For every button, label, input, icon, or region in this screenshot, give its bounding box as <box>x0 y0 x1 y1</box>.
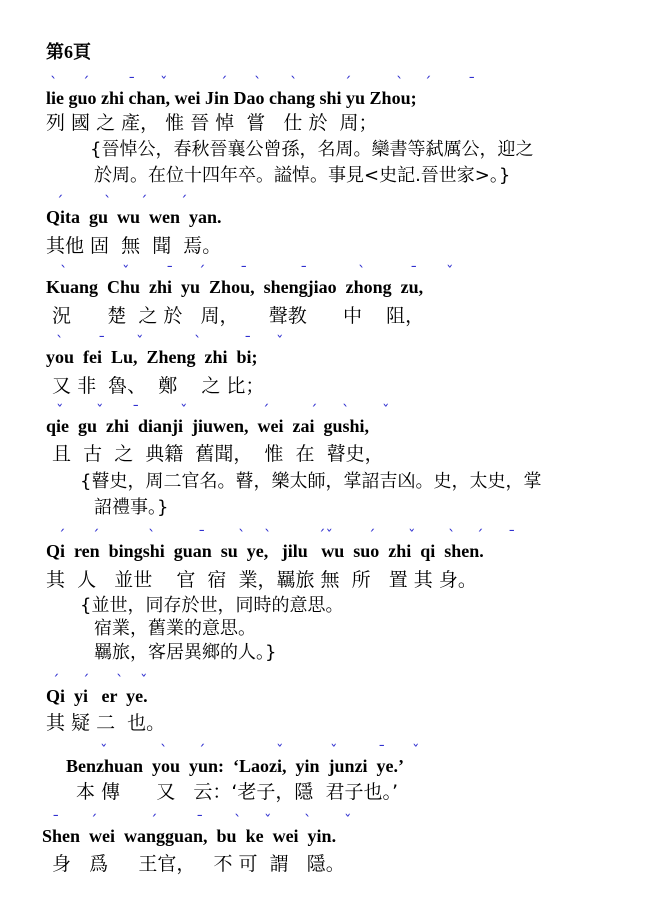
tone-mark: ˋ <box>104 193 112 211</box>
pinyin-line-2: Qita gu wu wen yan. <box>46 207 222 227</box>
pinyin-line-4: you fei Lu, Zheng zhi bi; <box>46 347 258 367</box>
tone-mark: ˉ <box>198 527 206 545</box>
tone-mark: ˇ <box>180 402 188 420</box>
tone-mark: ˋ <box>290 74 298 92</box>
tone-mark: ˉ <box>468 74 476 92</box>
tone-mark: ˉ <box>410 263 418 281</box>
note-line-1b: 於周。在位十四年卒。謚悼。事見<史記.晉世家>。} <box>94 165 511 186</box>
tone-mark: ˋ <box>254 74 262 92</box>
tone-mark: ˋ <box>358 263 366 281</box>
note-line-5a: {瞽史，周二官名。瞽，樂太師，掌詔吉凶。史，太史，掌 <box>80 471 542 492</box>
tone-mark: ˇ <box>412 742 420 760</box>
pinyin-line-8: Benzhuan you yun: ‘Laozi, yin junzi ye.’ <box>66 756 405 776</box>
tone-mark: ˋ <box>56 333 64 351</box>
tone-mark: ˊ <box>476 527 484 545</box>
hanzi-line-1: 列 國 之 產， 惟 晉 悼 嘗 仕 於 周； <box>46 112 378 134</box>
note-line-6c: 羈旅，客居異鄉的人。} <box>94 642 277 663</box>
tone-mark: ˉ <box>128 74 136 92</box>
tone-mark: ˊˇ <box>318 527 333 545</box>
tone-mark: ˊ <box>310 402 318 420</box>
tone-mark: ˇ <box>140 672 148 690</box>
tone-mark: ˊ <box>344 74 352 92</box>
tone-mark: ˉ <box>378 742 386 760</box>
hanzi-line-4: 又 非 魯、 鄭 之 比； <box>46 375 265 397</box>
hanzi-line-9: 身 爲 王官， 不 可 謂 隱。 <box>46 853 345 875</box>
tone-mark: ˊ <box>58 527 66 545</box>
tone-mark: ˋ <box>116 672 124 690</box>
pinyin-line-9: Shen wei wangguan, bu ke wei yin. <box>42 826 337 846</box>
tone-mark: ˋ <box>50 74 58 92</box>
hanzi-line-7: 其 疑 二 也。 <box>46 712 166 734</box>
tone-mark: ˇ <box>160 74 168 92</box>
tone-mark: ˋ <box>194 333 202 351</box>
tone-mark: ˇ <box>382 402 390 420</box>
tone-mark: ˉ <box>244 333 252 351</box>
tone-mark: ˋ <box>304 812 312 830</box>
tone-mark: ˇ <box>264 812 272 830</box>
tone-mark: ˋ <box>342 402 350 420</box>
tone-mark: ˊ <box>140 193 148 211</box>
tone-mark: ˇ <box>56 402 64 420</box>
pinyin-line-6: Qi ren bingshi guan su ye, jilu wu suo zhi qi shen. <box>46 541 484 561</box>
tone-mark: ˊ <box>52 672 60 690</box>
tone-mark: ˇ <box>96 402 104 420</box>
tone-mark: ˊ <box>424 74 432 92</box>
tone-mark: ˋ <box>234 812 242 830</box>
tone-mark: ˇ <box>136 333 144 351</box>
tone-mark: ˇ <box>276 742 284 760</box>
tone-mark: ˊ <box>220 74 228 92</box>
tone-mark: ˇ <box>344 812 352 830</box>
tone-mark: ˉ <box>166 263 174 281</box>
tone-mark: ˋ <box>160 742 168 760</box>
hanzi-line-5: 且 古 之 典籍 舊聞， 惟 在 瞽史， <box>46 443 384 465</box>
hanzi-line-6: 其 人 並世 官 宿 業，羈旅 無 所 置 其 身。 <box>46 569 477 591</box>
hanzi-line-2: 其他 固 無 聞 焉。 <box>46 235 222 257</box>
tone-mark: ˉ <box>52 812 60 830</box>
pinyin-line-7: Qi yi er ye. <box>46 686 148 706</box>
tone-mark: ˋ <box>396 74 404 92</box>
note-line-5b: 詔禮事。} <box>94 497 169 518</box>
note-line-6b: 宿業，舊業的意思。 <box>94 618 256 639</box>
tone-mark: ˋ <box>448 527 456 545</box>
tone-mark: ˇ <box>276 333 284 351</box>
hanzi-line-8: 本 傳 又 云：‘老子，隱 君子也。’ <box>76 781 399 803</box>
tone-mark: ˇ <box>446 263 454 281</box>
tone-mark: ˉ <box>240 263 248 281</box>
tone-mark: ˊ <box>198 742 206 760</box>
tone-mark: ˊ <box>198 263 206 281</box>
tone-mark: ˇ <box>100 742 108 760</box>
pinyin-line-5: qie gu zhi dianji jiuwen, wei zai gushi, <box>46 416 370 436</box>
pinyin-line-3: Kuang Chu zhi yu Zhou, shengjiao zhong zu, <box>46 277 424 297</box>
tone-mark: ˊ <box>92 527 100 545</box>
tone-mark: ˊ <box>150 812 158 830</box>
hanzi-line-3: 況 楚 之 於 周， 聲教 中 阻， <box>46 305 425 327</box>
tone-mark: ˉ <box>300 263 308 281</box>
note-line-1a: {晉悼公，春秋晉襄公曾孫，名周。欒書等弑厲公，迎之 <box>90 139 534 160</box>
tone-mark: ˇ <box>408 527 416 545</box>
tone-mark: ˉ <box>508 527 516 545</box>
tone-mark: ˇ <box>122 263 130 281</box>
tone-mark: ˊ <box>82 672 90 690</box>
tone-mark: ˉ <box>196 812 204 830</box>
tone-mark: ˊ <box>82 74 90 92</box>
tone-mark: ˋ <box>60 263 68 281</box>
tone-mark: ˊ <box>368 527 376 545</box>
tone-mark: ˋ <box>238 527 246 545</box>
pinyin-line-1: lie guo zhi chan, wei Jin Dao chang shi yu Zhou; <box>46 88 417 108</box>
tone-mark: ˊ <box>180 193 188 211</box>
tone-mark: ˉ <box>132 402 140 420</box>
tone-mark: ˉ <box>98 333 106 351</box>
tone-mark: ˊ <box>90 812 98 830</box>
tone-mark: ˊ <box>262 402 270 420</box>
tone-mark: ˋ <box>148 527 156 545</box>
note-line-6a: {並世，同存於世，同時的意思。 <box>80 595 344 616</box>
tone-mark: ˇ <box>330 742 338 760</box>
tone-mark: ˋ <box>264 527 272 545</box>
page-label: 第6頁 <box>46 42 91 62</box>
tone-mark: ˊ <box>56 193 64 211</box>
